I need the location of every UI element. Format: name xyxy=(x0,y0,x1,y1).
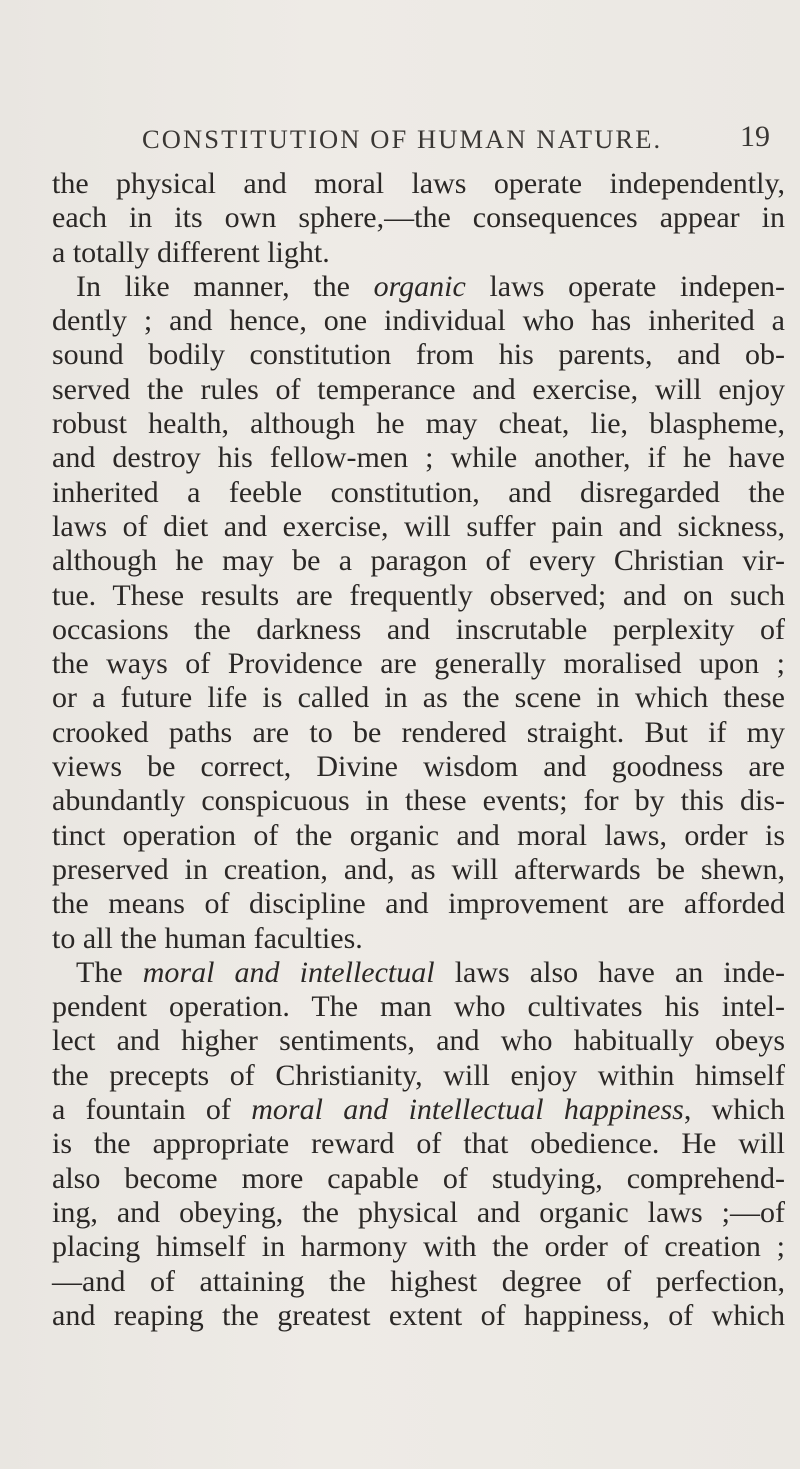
text-line: dently ; and hence, one individual who has inherited a xyxy=(52,304,785,338)
text-line: a totally different light. xyxy=(52,235,330,269)
text-line: the ways of Providence are generally moralised upon ; xyxy=(52,647,785,681)
text-line: occasions the darkness and inscrutable perplexity of xyxy=(52,612,785,646)
emphasis: moral and intellectual xyxy=(142,955,435,989)
text-line: abundantly conspicuous in these events; for by this dis- xyxy=(52,784,785,818)
page-number: 19 xyxy=(740,120,770,153)
text-line: views be correct, Divine wisdom and goodness are xyxy=(52,750,785,784)
running-title: CONSTITUTION OF HUMAN NATURE. xyxy=(142,124,663,154)
text-line: The moral and intellectual laws also have an inde- xyxy=(76,955,786,989)
text-line: a fountain of moral and intellectual happiness, which xyxy=(52,1093,785,1127)
body-text xyxy=(52,167,785,1333)
text-line: the precepts of Christianity, will enjoy within himself xyxy=(52,1058,785,1092)
emphasis: organic xyxy=(373,269,466,303)
text-line: to all the human faculties. xyxy=(52,921,363,955)
text-line: the means of discipline and improvement are afforded xyxy=(52,887,785,921)
text-line: preserved in creation, and, as will afterwards be shewn, xyxy=(52,852,785,886)
text-line: inherited a feeble constitution, and disregarded the xyxy=(52,475,785,509)
text-line: sound bodily constitution from his parents, and ob- xyxy=(52,338,785,372)
text-line: crooked paths are to be rendered straight. But if my xyxy=(52,715,785,749)
text-line: lect and higher sentiments, and who habitually obeys xyxy=(52,1024,785,1058)
text-line: laws of diet and exercise, will suffer pain and sickness, xyxy=(52,509,785,543)
text-line: In like manner, the organic laws operate indepen- xyxy=(76,269,786,303)
text-line: robust health, although he may cheat, lie, blaspheme, xyxy=(52,407,785,441)
text-line: served the rules of temperance and exercise, will enjoy xyxy=(52,372,785,406)
text-line: tinct operation of the organic and moral laws, order is xyxy=(52,818,785,852)
text-line: pendent operation. The man who cultivates his intel- xyxy=(52,990,785,1024)
text-line: or a future life is called in as the scene in which these xyxy=(52,681,785,715)
text-line: —and of attaining the highest degree of perfection, xyxy=(52,1264,785,1298)
text-line: each in its own sphere,—the consequences appear in xyxy=(52,201,785,235)
text-line: also become more capable of studying, comprehend- xyxy=(52,1161,785,1195)
text-line: is the appropriate reward of that obedience. He will xyxy=(52,1127,785,1161)
text-line: placing himself in harmony with the order of creation ; xyxy=(52,1230,785,1264)
running-head xyxy=(0,120,800,160)
text-line: and reaping the greatest extent of happiness, of which xyxy=(52,1298,785,1332)
text-line: and destroy his fellow-men ; while another, if he have xyxy=(52,441,785,475)
text-line: ing, and obeying, the physical and organic laws ;—of xyxy=(52,1195,785,1229)
text-line: although he may be a paragon of every Christian vir- xyxy=(52,544,785,578)
text-line: the physical and moral laws operate independently, xyxy=(52,167,785,200)
emphasis: moral and intellectual happiness xyxy=(251,1093,684,1127)
text-line: tue. These results are frequently observed; and on such xyxy=(52,578,785,612)
